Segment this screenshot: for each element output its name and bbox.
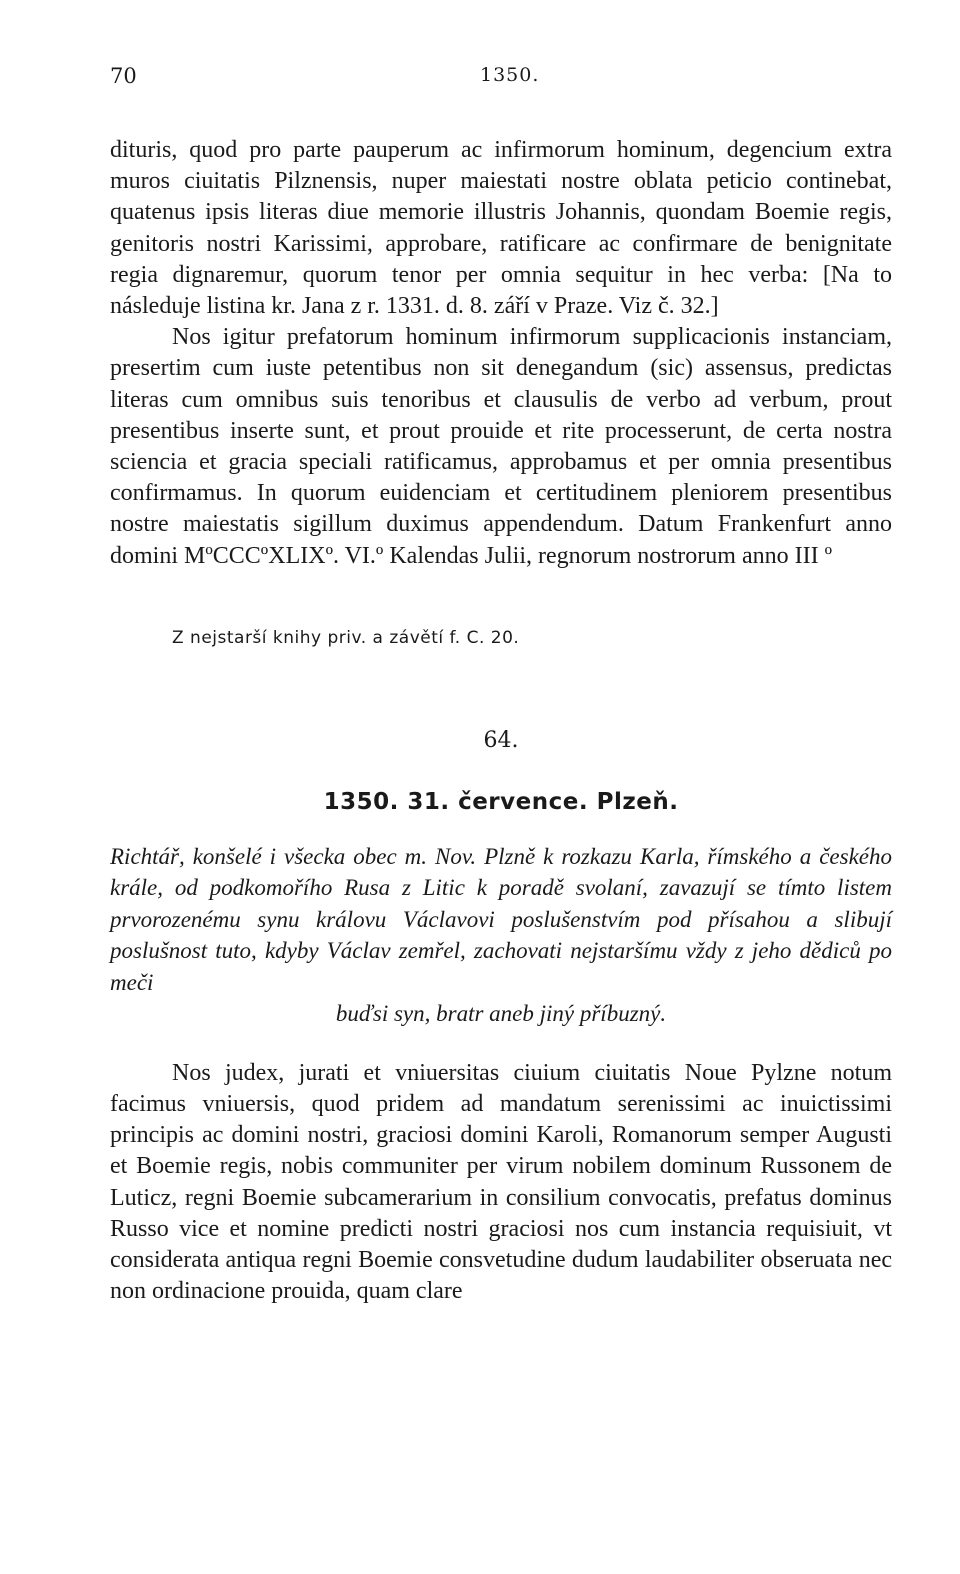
document-text-paragraph: Nos judex, jurati et vniuersitas ciuium ciuitatis Noue Pylzne notum facimus vniuersis, quod pridem ad mandatum serenissimi ac inuictissimi principis ac domini nostri, graciosi domini Karoli, Romanorum semper Augusti et Boemie regis, nobis communiter per virum nobilem dominum Russonem de Luticz, regni Boemie subcamerarium in consilium convocatis, prefatus dominus Russo vice et nomine predicti nostri graciosi nos cum instancia requisiuit, vt considerata antiqua regni Boemie consvetudine dudum laudabiliter obseruata nec non ordinacione prouida, quam clare bbox=[110, 1059, 892, 1305]
regest-main-text: Richtář, konšelé i všecka obec m. Nov. Plzně k rozkazu Karla, římského a českého krále, od podkomořího Rusa z Litic k poradě svolaní, zavazují se tímto listem prvorozenému synu královu Václavovi poslušenstvím pod přísahou a slibují poslušnost tuto, kdyby Václav zemřel, zachovati nejstaršímu vždy z jeho dědiců po meči bbox=[110, 843, 892, 995]
document-number: 64. bbox=[483, 727, 519, 753]
confirmation-paragraph: Nos igitur prefatorum hominum infirmorum supplicacionis instanciam, presertim cum iuste petentibus non sit denegandum (sic) assensus, predictas literas cum omnibus suis tenoribus et clausulis de verbo ad verbum, prout presentibus inserte sunt, et prout prouide et rite processerunt, de certa nostra sciencia et gracia speciali ratificamus, approbamus et per omnia presentibus confirmamus. In quorum euidenciam et certitudinem pleniorem presentibus nostre maiestatis sigillum duximus appendendum. Datum Frankenfurt anno domini MºCCCºXLIXº. VI.º Kalendas Julii, regnorum nostrorum anno III º bbox=[110, 324, 892, 569]
running-year-header: 1350. bbox=[480, 64, 540, 86]
document-heading: 1350. 31. července. Plzeň. bbox=[323, 788, 679, 815]
document-page bbox=[110, 64, 892, 1307]
document-regest bbox=[110, 841, 892, 1030]
continuation-paragraph: dituris, quod pro parte pauperum ac infirmorum hominum, degencium extra muros ciuitatis Pilznensis, nuper maiestati nostre oblata peticio continebat, quatenus ipsis literas diue memorie illustris Johannis, quondam Boemie regis, genitoris nostri Karissimi, approbare, ratificare ac confirmare de benignitate regia dignaremur, quorum tenor per omnia sequitur in hec verba: [Na to následuje listina kr. Jana z r. 1331. d. 8. září v Praze. Viz č. 32.] bbox=[110, 137, 892, 320]
page-header bbox=[110, 64, 892, 98]
page-number: 70 bbox=[110, 64, 137, 88]
source-note: Z nejstarší knihy priv. a závětí f. C. 20. bbox=[172, 627, 520, 648]
regest-last-line: buďsi syn, bratr aneb jiný příbuzný. bbox=[335, 1001, 667, 1027]
